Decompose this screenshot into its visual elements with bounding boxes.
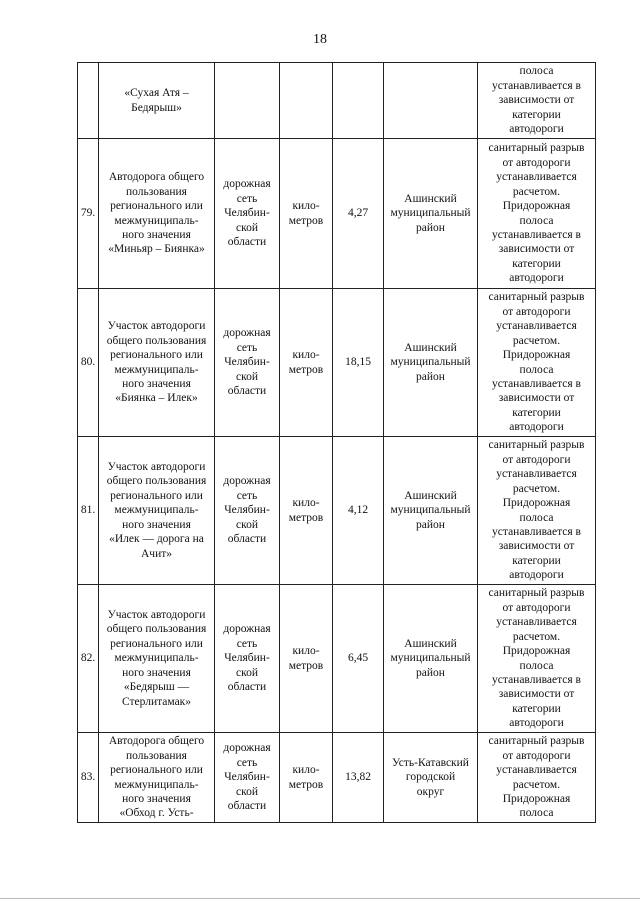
length: 4,27 [333, 139, 384, 289]
road-name: Участок автодороги общего пользования регионального или межмуниципаль- ного значения «Биянка – Илек» [99, 289, 215, 437]
district [384, 63, 478, 139]
row-number: 81. [78, 437, 99, 585]
road-network [215, 63, 280, 139]
road-name: Участок автодороги общего пользования регионального или межмуниципаль- ного значения «Илек — дорога на Ачит» [99, 437, 215, 585]
length: 18,15 [333, 289, 384, 437]
row-number: 79. [78, 139, 99, 289]
zone-description: санитарный разрыв от автодороги устанавливается расчетом. Придорожная полоса устанавливается в зависимости от категории автодороги [478, 289, 596, 437]
road-name: Автодорога общего пользования регионального или межмуниципаль- ного значения «Миньяр – Биянка» [99, 139, 215, 289]
road-name: Участок автодороги общего пользования регионального или межмуниципаль- ного значения «Бедярыш — Стерлитамак» [99, 585, 215, 733]
district: Ашинский муниципальный район [384, 585, 478, 733]
table-row-continued [78, 63, 596, 139]
road-network: дорожная сеть Челябин- ской области [215, 437, 280, 585]
row-number: 80. [78, 289, 99, 437]
road-name: Автодорога общего пользования регионального или межмуниципаль- ного значения «Обход г. Усть- [99, 733, 215, 823]
unit: кило- метров [280, 139, 333, 289]
zones-table [77, 62, 596, 823]
table-row [78, 437, 596, 585]
road-network: дорожная сеть Челябин- ской области [215, 139, 280, 289]
district: Ашинский муниципальный район [384, 437, 478, 585]
row-number: 82. [78, 585, 99, 733]
length: 13,82 [333, 733, 384, 823]
district: Усть-Катавский городской округ [384, 733, 478, 823]
zone-description: санитарный разрыв от автодороги устанавливается расчетом. Придорожная полоса [478, 733, 596, 823]
zone-description: санитарный разрыв от автодороги устанавливается расчетом. Придорожная полоса устанавливается в зависимости от категории автодороги [478, 585, 596, 733]
unit: кило- метров [280, 289, 333, 437]
unit: кило- метров [280, 437, 333, 585]
table-row [78, 139, 596, 289]
unit: кило- метров [280, 585, 333, 733]
road-name: «Сухая Атя – Бедярыш» [99, 63, 215, 139]
table-row [78, 585, 596, 733]
row-number: 83. [78, 733, 99, 823]
page-number: 18 [313, 32, 327, 47]
length: 6,45 [333, 585, 384, 733]
unit: кило- метров [280, 733, 333, 823]
district: Ашинский муниципальный район [384, 289, 478, 437]
road-network: дорожная сеть Челябин- ской области [215, 733, 280, 823]
zone-description: санитарный разрыв от автодороги устанавливается расчетом. Придорожная полоса устанавливается в зависимости от категории автодороги [478, 437, 596, 585]
table-row [78, 733, 596, 823]
scan-edge-line [0, 898, 640, 899]
road-network: дорожная сеть Челябин- ской области [215, 585, 280, 733]
zone-description: полоса устанавливается в зависимости от категории автодороги [478, 63, 596, 139]
road-network: дорожная сеть Челябин- ской области [215, 289, 280, 437]
length [333, 63, 384, 139]
table-row [78, 289, 596, 437]
length: 4,12 [333, 437, 384, 585]
row-number [78, 63, 99, 139]
zone-description: санитарный разрыв от автодороги устанавливается расчетом. Придорожная полоса устанавливается в зависимости от категории автодороги [478, 139, 596, 289]
district: Ашинский муниципальный район [384, 139, 478, 289]
unit [280, 63, 333, 139]
